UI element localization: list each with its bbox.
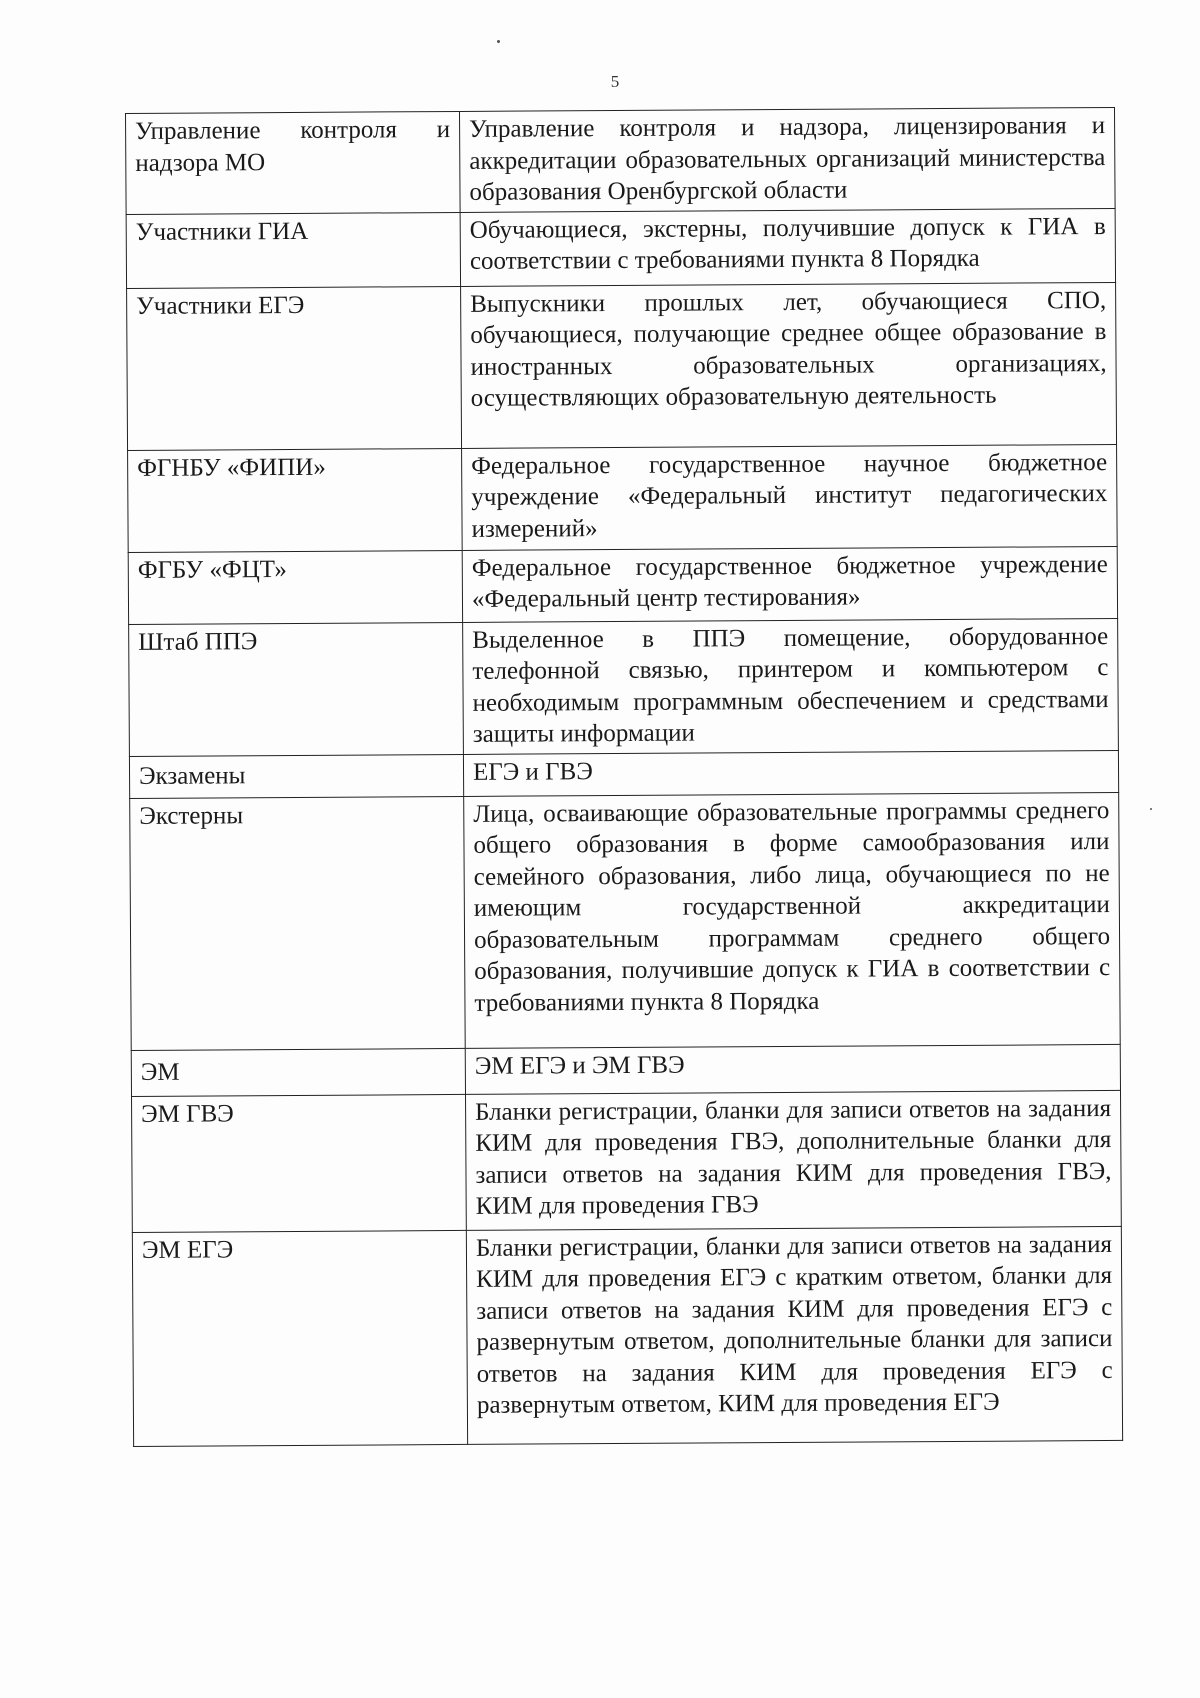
definition-cell: Выпускники прошлых лет, обучающиеся СПО, обучающиеся, получающие среднее общее образование в иностранных образовательных организациях, осуществляющих образовательную деятельность — [461, 282, 1117, 448]
scan-speck — [497, 40, 500, 43]
term-cell: Штаб ППЭ — [129, 622, 464, 756]
scan-speck — [1150, 808, 1152, 810]
table-row — [132, 1226, 1122, 1446]
definition-cell: Бланки регистрации, бланки для записи ответов на задания КИМ для проведения ЕГЭ с кратким ответом, бланки для записи ответов на задания КИМ для проведения ЕГЭ с развернутым ответом, дополнительные бланки для записи ответов на задания КИМ для проведения ЕГЭ с развернутым ответом, КИМ для проведения ЕГЭ — [466, 1226, 1122, 1444]
definition-cell: Лица, осваивающие образовательные программы среднего общего образования в форме самообразования или семейного образования, либо лица, обучающиеся по не имеющим государственной аккредитации образовательным программам среднего общего образования, получившие допуск к ГИА в соответствии с требованиями пункта 8 Порядка — [464, 792, 1121, 1048]
table-row — [129, 750, 1118, 798]
table-row — [128, 546, 1117, 624]
term-cell: Участники ЕГЭ — [127, 286, 462, 450]
definition-cell: Обучающиеся, экстерны, получившие допуск к ГИА в соответствии с требованиями пункта 8 Порядка — [460, 208, 1115, 286]
table-row — [129, 618, 1119, 756]
term-cell: ЭМ ЕГЭ — [132, 1230, 467, 1446]
term-cell: Экзамены — [129, 754, 463, 798]
term-cell: ФГНБУ «ФИПИ» — [128, 448, 463, 552]
term-cell: Участники ГИА — [126, 212, 460, 288]
definition-cell: Бланки регистрации, бланки для записи ответов на задания КИМ для проведения ГВЭ, дополнительные бланки для записи ответов на задания КИМ для проведения ГВЭ, КИМ для проведения ГВЭ — [465, 1090, 1121, 1230]
term-cell: Управление контроля и надзора МО — [126, 111, 461, 214]
definition-cell: Выделенное в ППЭ помещение, оборудованное телефонной связью, принтером и компьютером с необходимым программным обеспечением и средствами защиты информации — [463, 618, 1119, 754]
definition-cell: ЕГЭ и ГВЭ — [463, 750, 1118, 796]
term-cell: Экстерны — [130, 796, 466, 1050]
definition-cell: ЭМ ЕГЭ и ЭМ ГВЭ — [465, 1044, 1120, 1094]
term-cell: ЭМ — [131, 1048, 465, 1096]
table-row — [126, 208, 1115, 288]
glossary-table — [125, 107, 1123, 1447]
table-row — [127, 282, 1117, 450]
term-cell: ЭМ ГВЭ — [132, 1094, 467, 1232]
definition-cell: Управление контроля и надзора, лицензирования и аккредитации образовательных организаций министерства образования Оренбургской области — [459, 107, 1115, 211]
term-cell: ФГБУ «ФЦТ» — [128, 550, 462, 624]
table-row — [131, 1044, 1120, 1096]
page-number: 5 — [610, 72, 620, 91]
table-row — [128, 444, 1118, 552]
table-row — [132, 1090, 1122, 1232]
definition-cell: Федеральное государственное бюджетное учреждение «Федеральный центр тестирования» — [462, 546, 1117, 622]
table-row — [126, 107, 1116, 214]
table-row — [130, 792, 1121, 1050]
definition-cell: Федеральное государственное научное бюджетное учреждение «Федеральный институт педагогических измерений» — [462, 444, 1118, 550]
